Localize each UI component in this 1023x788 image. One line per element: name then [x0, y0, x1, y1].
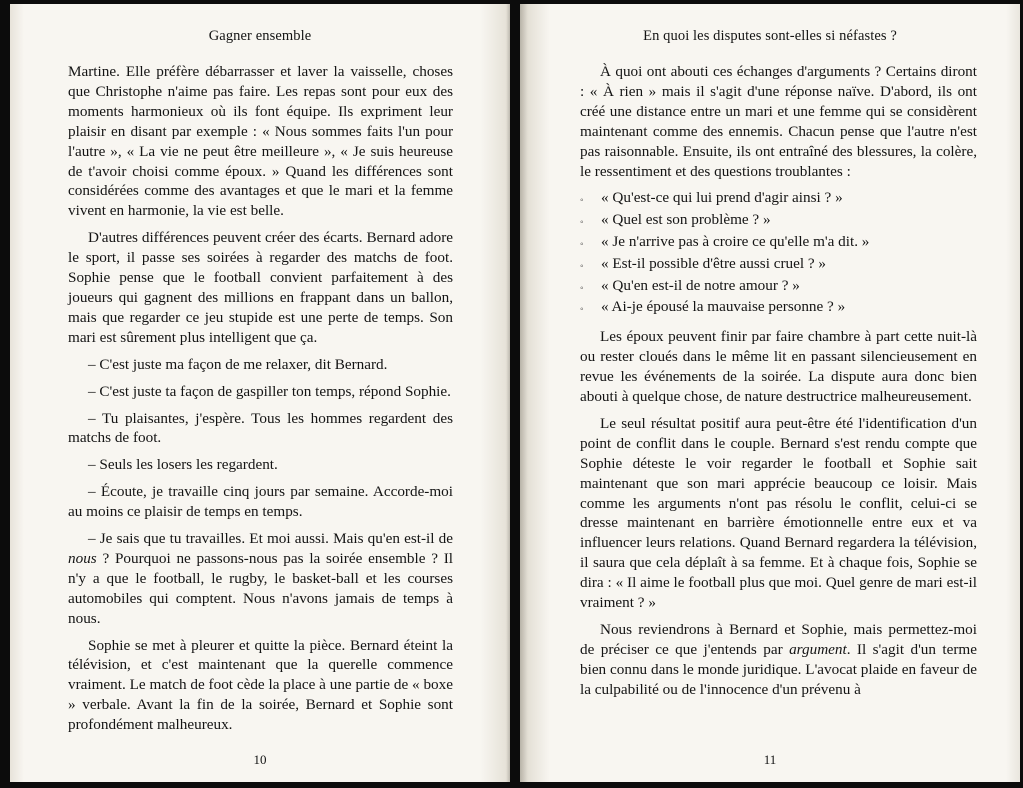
- dialogue-line: – Écoute, je travaille cinq jours par semaine. Accorde-moi au moins ce plaisir de temps en temps.: [68, 483, 453, 521]
- question-list: [580, 188, 977, 317]
- bullet-icon: ◦: [580, 195, 584, 207]
- paragraph: Nous reviendrons à Bernard et Sophie, mais permettez-moi de préciser ce que j'entends par argument. Il s'agit d'un terme bien connu dans le monde juridique. L'avocat plaide en faveur de la culpabilité ou de l'innocence d'un prévenu à: [580, 621, 977, 698]
- emphasis: argument: [789, 640, 847, 658]
- dialogue-line: – C'est juste ta façon de gaspiller ton temps, répond Sophie.: [88, 382, 451, 400]
- body-text: [580, 62, 977, 707]
- list-item: ◦ « Qu'est-ce qui lui prend d'agir ainsi ? »: [580, 188, 977, 208]
- body-text: [68, 62, 453, 742]
- list-item: ◦ « Qu'en est-il de notre amour ? »: [580, 276, 977, 296]
- dialogue-line: – Tu plaisantes, j'espère. Tous les hommes regardent des matchs de foot.: [68, 409, 453, 447]
- list-item: ◦ « Je n'arrive pas à croire ce qu'elle m'a dit. »: [580, 232, 977, 252]
- bullet-icon: ◦: [580, 239, 584, 251]
- list-item: ◦ « Est-il possible d'être aussi cruel ? »: [580, 254, 977, 274]
- bullet-icon: ◦: [580, 217, 584, 229]
- paragraph: Le seul résultat positif aura peut-être été l'identification d'un point de conflit dans le couple. Bernard s'est rendu compte que Sophie déteste le voir regarder le football et Sophie sait maintenant que son mari apprécie beaucoup ce loisir. Mais comme les arguments n'ont pas résolu le conflit, celui-ci se dresse maintenant en barrière émotionnelle entre eux et va influencer leurs relations. Quand Bernard regardera la télévision, il saura que cela déplaît à sa femme. Et à chaque fois, Sophie se dira : « Il aime le football plus que moi. Quel genre de mari est-il vraiment ? »: [580, 414, 977, 612]
- right-page: [520, 4, 1020, 782]
- paragraph: À quoi ont abouti ces échanges d'arguments ? Certains diront : « À rien » mais il s'agit d'une réponse naïve. D'abord, ils ont créé une distance entre un mari et une femme qui se considèrent maintenant comme des ennemis. Chacun pense que l'autre n'est pas raisonnable. Ensuite, ils ont entraîné des blessures, la colère, le ressentiment et des questions troublantes :: [580, 63, 977, 180]
- list-item: ◦ « Ai-je épousé la mauvaise personne ? »: [580, 297, 977, 317]
- bullet-icon: ◦: [580, 304, 584, 316]
- page-number: 11: [763, 752, 777, 767]
- running-head: Gagner ensemble: [208, 28, 312, 44]
- bullet-icon: ◦: [580, 260, 584, 272]
- dialogue-line: – Seuls les losers les regardent.: [88, 456, 278, 474]
- emphasis: nous: [68, 549, 97, 567]
- dialogue-line: – C'est juste ma façon de me relaxer, dit Bernard.: [88, 355, 388, 373]
- paragraph: D'autres différences peuvent créer des écarts. Bernard adore le sport, il passe ses soirées à regarder des matchs de foot. Sophie pense que le football convient parfaitement à des joueurs qui gagnent des millions en frappant dans un ballon, mais que regarder ce jeu stupide est une perte de temps. Son mari est sûrement plus intelligent que ça.: [68, 229, 453, 346]
- running-head: En quoi les disputes sont-elles si néfastes ?: [643, 28, 897, 44]
- bullet-icon: ◦: [580, 282, 584, 294]
- left-page: [10, 4, 510, 782]
- list-item: ◦ « Quel est son problème ? »: [580, 210, 977, 230]
- dialogue-line: – Je sais que tu travailles. Et moi aussi. Mais qu'en est-il de nous ? Pourquoi ne passons-nous pas la soirée ensemble ? Il n'y a que le football, le rugby, le basket-ball et les courses automobiles qui comptent. Nous n'avons jamais de temps à nous.: [68, 530, 453, 627]
- paragraph: Martine. Elle préfère débarrasser et laver la vaisselle, choses que Christophe n'aime pas faire. Les repas sont pour eux des moments harmonieux où ils font équipe. Ils expriment leur plaisir en disant par exemple : « Nous sommes faits l'un pour l'autre », « La vie ne peut être meilleure », « Je suis heureuse de t'avoir choisi comme époux. » Quand les différences sont considérées comme des avantages et que le mari et la femme vivent en harmonie, la vie est belle.: [68, 63, 453, 220]
- page-number: 10: [253, 752, 267, 767]
- paragraph: Les époux peuvent finir par faire chambre à part cette nuit-là ou rester cloués dans le même lit en passant silencieusement en revue les événements de la soirée. La dispute aura donc bien abouti à quelque chose, de nature destructrice malheureusement.: [580, 328, 977, 406]
- paragraph: Sophie se met à pleurer et quitte la pièce. Bernard éteint la télévision, et c'est maintenant que la querelle commence vraiment. Le match de foot cède la place à une partie de « boxe » verbale. Avant la fin de la soirée, Bernard et Sophie sont profondément malheureux.: [68, 636, 453, 734]
